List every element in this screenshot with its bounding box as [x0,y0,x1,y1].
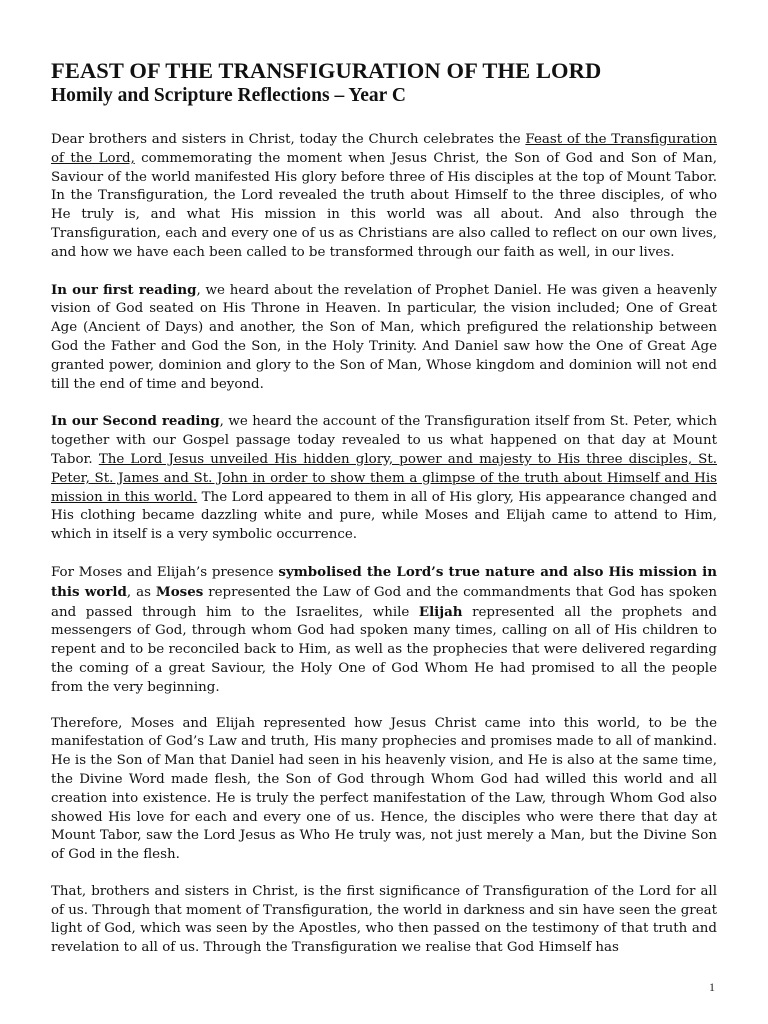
bold-text: Moses [155,583,204,600]
paragraph-therefore [51,715,717,865]
text-run: commemorating the moment when Jesus Christ, the Son of God and Son of Man, Saviour of the world manifested His glory before three of His disciples at the top of Mount Tabor. In the Transfiguration, the Lord revealed the truth about Himself to the three disciples, of who He truly is, and what His mission in this world was all about. And also through the Transfiguration, each and every one of us as Christians are also called to reflect on our own lives, and how we have each been called to be transformed through our faith as well, in our lives. [51,150,717,260]
text-run: That, brothers and sisters in Christ, is the first significance of Transfiguration of the Lord for all of us. Through that moment of Transfiguration, the world in darkness and sin have seen the great light of God, which was seen by the Apostles, who then passed on the testimony of that truth and revelation to all of us. Through the Transfiguration we realise that God Himself has [51,883,717,956]
document-page [51,58,717,976]
text-run: , we heard the account of the Transfiguration itself from St. Peter, which together with our Gospel passage today revealed to us what happened on that day at Mount Tabor. [51,414,717,467]
text-run: represented all the prophets and messengers of God, through whom God had spoken many times, calling on all of His children to repent and to be reconciled back to Him, as well as the prophecies that were delivered regarding the coming of a great Saviour, the Holy One of God Whom He had promised to all the people from the very beginning. [51,604,717,695]
paragraph-significance [51,883,717,958]
document-subtitle: Homily and Scripture Reflections – Year C [51,85,406,106]
underlined-text: The Lord Jesus unveiled His hidden glory, power and majesty to His three disciples, St. Peter, St. James and St. John in order to show them a glimpse of the truth about Himself and His mission in this world. [51,451,717,505]
text-run: Dear brothers and sisters in Christ, today the Church celebrates the [51,132,526,147]
text-run: Therefore, Moses and Elijah represented how Jesus Christ came into this world, to be the manifestation of God’s Law and truth, His many prophecies and promises made to all of mankind. He is the Son of Man that Daniel had seen in his heavenly vision, and He is also at the same time, the Divine Word made flesh, the Son of God through Whom God had willed this world and all creation into existence. He is truly the perfect manifestation of the Law, through Whom God also showed His love for each and every one of us. Hence, the disciples who were there that day at Mount Tabor, saw the Lord Jesus as Who He truly was, not just merely a Man, but the Divine Son of God in the flesh. [51,715,717,863]
text-run: For Moses and Elijah’s presence [51,564,279,580]
paragraph-first-reading [51,281,717,395]
bold-text: Elijah [418,603,463,620]
underlined-text: Feast of the Transfiguration of the Lord, [51,132,717,166]
paragraph-moses-elijah [51,563,717,698]
bold-text: symbolised the Lord’s true nature and also His mission in this world [51,563,717,600]
paragraph-intro [51,131,717,263]
document-title: FEAST OF THE TRANSFIGURATION OF THE LORD [51,58,602,83]
text-run: represented the Law of God and the commandments that God has spoken and passed through him to the Israelites, while [51,584,717,620]
text-run: , we heard about the revelation of Prophet Daniel. He was given a heavenly vision of God seated on His Throne in Heaven. In particular, the vision included; One of Great Age (Ancient of Days) and another, the Son of Man, which prefigured the relationship between God the Father and God the Son, in the Holy Trinity. And Daniel saw how the One of Great Age granted power, dominion and glory to the Son of Man, Whose kingdom and dominion will not end till the end of time and beyond. [51,282,717,392]
bold-text: In our Second reading [51,413,220,430]
page-number: 1 [709,980,715,994]
text-run: The Lord appeared to them in all of His glory, His appearance changed and His clothing became dazzling white and pure, while Moses and Elijah came to attend to Him, which in itself is a very symbolic occurrence. [51,489,717,543]
text-run: , as [126,584,156,600]
bold-text: In our first reading [51,281,197,298]
paragraph-second-reading [51,412,717,545]
